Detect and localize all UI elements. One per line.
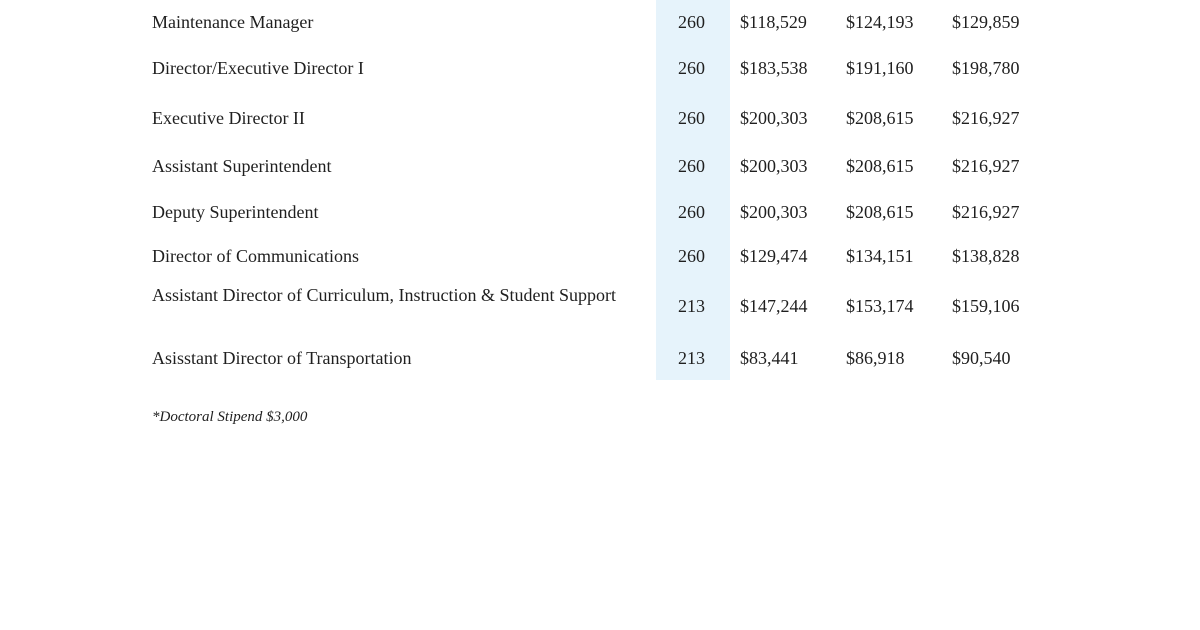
- work-days: 260: [678, 12, 705, 32]
- work-days: 260: [678, 246, 705, 266]
- work-days: 260: [678, 156, 705, 176]
- position-title: Asisstant Director of Transportation: [152, 348, 412, 368]
- position-title: Deputy Superintendent: [152, 202, 319, 222]
- doctoral-stipend-footnote: *Doctoral Stipend $3,000: [152, 409, 308, 425]
- salary-mid: $208,615: [846, 202, 914, 222]
- salary-max: $216,927: [952, 202, 1020, 222]
- position-title: Executive Director II: [152, 108, 305, 128]
- table-row: [0, 245, 1200, 269]
- salary-min: $83,441: [740, 348, 799, 368]
- salary-min: $183,538: [740, 58, 808, 78]
- position-title: Director/Executive Director I: [152, 58, 364, 78]
- work-days: 260: [678, 108, 705, 128]
- salary-mid: $124,193: [846, 12, 914, 32]
- table-row: [0, 155, 1200, 179]
- work-days: 260: [678, 202, 705, 222]
- salary-min: $200,303: [740, 108, 808, 128]
- salary-mid: $191,160: [846, 58, 914, 78]
- work-days: 260: [678, 58, 705, 78]
- work-days: 213: [678, 348, 705, 368]
- salary-mid: $134,151: [846, 246, 914, 266]
- position-title: Director of Communications: [152, 246, 359, 266]
- salary-max: $216,927: [952, 108, 1020, 128]
- salary-min: $200,303: [740, 202, 808, 222]
- salary-min: $118,529: [740, 12, 807, 32]
- salary-mid: $208,615: [846, 156, 914, 176]
- salary-max: $216,927: [952, 156, 1020, 176]
- salary-max: $129,859: [952, 12, 1020, 32]
- table-row: [0, 284, 1200, 332]
- table-row: [0, 57, 1200, 81]
- salary-max: $90,540: [952, 348, 1011, 368]
- salary-mid: $86,918: [846, 348, 905, 368]
- table-row: [0, 347, 1200, 371]
- salary-min: $200,303: [740, 156, 808, 176]
- salary-max: $138,828: [952, 246, 1020, 266]
- work-days: 213: [678, 296, 705, 316]
- table-row: [0, 107, 1200, 131]
- salary-max: $198,780: [952, 58, 1020, 78]
- table-row: [0, 11, 1200, 35]
- salary-min: $147,244: [740, 296, 808, 316]
- table-row: [0, 201, 1200, 225]
- salary-mid: $208,615: [846, 108, 914, 128]
- salary-min: $129,474: [740, 246, 808, 266]
- position-title: Maintenance Manager: [152, 12, 314, 32]
- position-title: Assistant Director of Curriculum, Instruction & Student Support: [152, 285, 616, 305]
- salary-mid: $153,174: [846, 296, 914, 316]
- salary-max: $159,106: [952, 296, 1020, 316]
- position-title: Assistant Superintendent: [152, 156, 332, 176]
